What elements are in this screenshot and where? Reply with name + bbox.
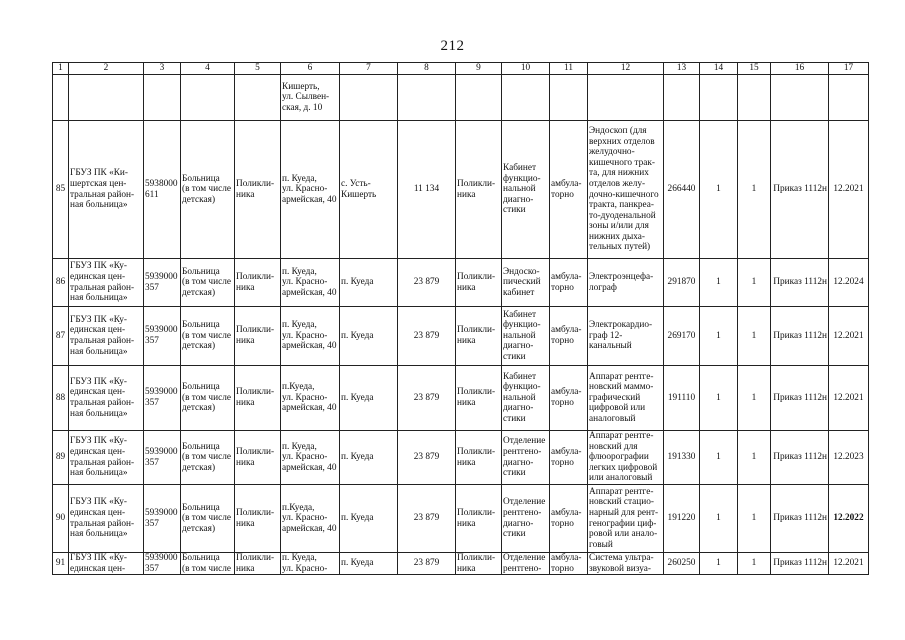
column-header: 6 <box>281 63 340 75</box>
date-cell: 12.2021 <box>829 553 869 575</box>
quantity-cell: 1 <box>700 431 738 485</box>
code-cell: 5938000 611 <box>144 121 181 259</box>
quantity-cell: 1 <box>700 485 738 553</box>
population-cell: 23 879 <box>398 553 456 575</box>
equipment-code-cell: 260250 <box>664 553 700 575</box>
order-cell: Приказ 1112н <box>771 121 829 259</box>
organization-cell: ГБУЗ ПК «Ку- единская цен- тральная район- ная больница» <box>69 259 144 307</box>
address-cell: п. Куеда, ул. Красно- армейская, 40 <box>281 259 340 307</box>
table-row <box>53 431 869 485</box>
room-cell: Кабинет функцио- нальной диагно- стики <box>502 121 550 259</box>
order-cell: Приказ 1112н <box>771 366 829 431</box>
equipment-registry-table <box>52 62 869 575</box>
address-cell: п. Куеда, ул. Красно- армейская, 40 <box>281 431 340 485</box>
settlement-cell: с. Усть- Кишерть <box>340 121 398 259</box>
subdivision-cell: Поликли- ника <box>456 485 502 553</box>
settlement-cell: п. Куеда <box>340 553 398 575</box>
subdivision-cell: Поликли- ника <box>456 366 502 431</box>
equipment-code-cell: 191220 <box>664 485 700 553</box>
column-header: 11 <box>550 63 588 75</box>
equipment-cell: Система ультра- звуковой визуа- <box>588 553 664 575</box>
facility-type-cell: Больница (в том числе детская) <box>181 485 235 553</box>
order-cell: Приказ 1112н <box>771 259 829 307</box>
column-header: 9 <box>456 63 502 75</box>
column-header: 15 <box>738 63 771 75</box>
unit-cell: Поликли- ника <box>235 431 281 485</box>
room-cell: Отделение рентгено- диагно- стики <box>502 431 550 485</box>
quantity-cell: 1 <box>738 431 771 485</box>
organization-cell: ГБУЗ ПК «Ку- единская цен- <box>69 553 144 575</box>
population-cell: 23 879 <box>398 485 456 553</box>
column-header: 8 <box>398 63 456 75</box>
address-cell: п.Куеда, ул. Красно- армейская, 40 <box>281 485 340 553</box>
care-type-cell: амбула- торно <box>550 553 588 575</box>
organization-cell: ГБУЗ ПК «Ки- шертская цен- тральная район- ная больница» <box>69 121 144 259</box>
quantity-cell: 1 <box>738 366 771 431</box>
equipment-cell: Электроэнцефа- лограф <box>588 259 664 307</box>
column-header: 13 <box>664 63 700 75</box>
row-number-cell: 91 <box>53 553 69 575</box>
page-number: 212 <box>440 38 465 54</box>
room-cell: Кабинет функцио- нальной диагно- стики <box>502 366 550 431</box>
room-cell: Отделение рентгено- <box>502 553 550 575</box>
care-type-cell: амбула- торно <box>550 485 588 553</box>
code-cell: 5939000 357 <box>144 259 181 307</box>
room-cell: Отделение рентгено- диагно- стики <box>502 485 550 553</box>
address-cell: п. Куеда, ул. Красно- армейская, 40 <box>281 121 340 259</box>
room-cell: Кабинет функцио- нальной диагно- стики <box>502 307 550 366</box>
facility-type-cell: Больница (в том числе детская) <box>181 366 235 431</box>
equipment-cell: Аппарат рентге- новский для флюорографии легких цифровой или аналоговый <box>588 431 664 485</box>
quantity-cell: 1 <box>738 553 771 575</box>
quantity-cell: 1 <box>700 259 738 307</box>
address-cell: п. Куеда, ул. Красно- армейская, 40 <box>281 307 340 366</box>
column-header: 3 <box>144 63 181 75</box>
organization-cell: ГБУЗ ПК «Ку- единская цен- тральная район- ная больница» <box>69 431 144 485</box>
equipment-cell: Электрокардио- граф 12- канальный <box>588 307 664 366</box>
equipment-code-cell: 191330 <box>664 431 700 485</box>
population-cell: 23 879 <box>398 366 456 431</box>
quantity-cell: 1 <box>738 485 771 553</box>
settlement-cell: п. Куеда <box>340 485 398 553</box>
code-cell: 5939000 357 <box>144 485 181 553</box>
quantity-cell: 1 <box>700 307 738 366</box>
population-cell: 11 134 <box>398 121 456 259</box>
row-number-cell: 85 <box>53 121 69 259</box>
settlement-cell: п. Куеда <box>340 307 398 366</box>
facility-type-cell: Больница (в том числе детская) <box>181 431 235 485</box>
subdivision-cell: Поликли- ника <box>456 553 502 575</box>
column-header: 17 <box>829 63 869 75</box>
column-header: 5 <box>235 63 281 75</box>
order-cell: Приказ 1112н <box>771 485 829 553</box>
equipment-cell: Аппарат рентге- новский маммо- графический цифровой или аналоговый <box>588 366 664 431</box>
unit-cell: Поликли- ника <box>235 553 281 575</box>
equipment-code-cell: 269170 <box>664 307 700 366</box>
population-cell: 23 879 <box>398 431 456 485</box>
care-type-cell: амбула- торно <box>550 366 588 431</box>
quantity-cell: 1 <box>738 121 771 259</box>
row-number-cell: 88 <box>53 366 69 431</box>
date-cell: 12.2024 <box>829 259 869 307</box>
organization-cell: ГБУЗ ПК «Ку- единская цен- тральная район- ная больница» <box>69 307 144 366</box>
population-cell: 23 879 <box>398 259 456 307</box>
facility-type-cell: Больница (в том числе <box>181 553 235 575</box>
subdivision-cell: Поликли- ника <box>456 121 502 259</box>
population-cell: 23 879 <box>398 307 456 366</box>
organization-cell: ГБУЗ ПК «Ку- единская цен- тральная район- ная больница» <box>69 485 144 553</box>
facility-type-cell: Больница (в том числе детская) <box>181 121 235 259</box>
row-number-cell: 89 <box>53 431 69 485</box>
unit-cell: Поликли- ника <box>235 259 281 307</box>
unit-cell: Поликли- ника <box>235 366 281 431</box>
organization-cell: ГБУЗ ПК «Ку- единская цен- тральная район- ная больница» <box>69 366 144 431</box>
code-cell: 5939000 357 <box>144 553 181 575</box>
room-cell: Эндоско- пический кабинет <box>502 259 550 307</box>
code-cell: 5939000 357 <box>144 431 181 485</box>
column-header: 16 <box>771 63 829 75</box>
unit-cell: Поликли- ника <box>235 121 281 259</box>
subdivision-cell: Поликли- ника <box>456 431 502 485</box>
unit-cell: Поликли- ника <box>235 485 281 553</box>
row-number-cell: 90 <box>53 485 69 553</box>
care-type-cell: амбула- торно <box>550 121 588 259</box>
column-header: 14 <box>700 63 738 75</box>
care-type-cell: амбула- торно <box>550 259 588 307</box>
quantity-cell: 1 <box>700 553 738 575</box>
settlement-cell: п. Куеда <box>340 259 398 307</box>
row-number-cell: 87 <box>53 307 69 366</box>
continuation-row <box>53 75 869 121</box>
column-header: 7 <box>340 63 398 75</box>
table-row <box>53 307 869 366</box>
order-cell: Приказ 1112н <box>771 431 829 485</box>
date-cell: 12.2023 <box>829 431 869 485</box>
table-row <box>53 553 869 575</box>
table-row <box>53 259 869 307</box>
settlement-cell: п. Куеда <box>340 431 398 485</box>
equipment-code-cell: 266440 <box>664 121 700 259</box>
date-cell: 12.2021 <box>829 307 869 366</box>
quantity-cell: 1 <box>738 307 771 366</box>
code-cell: 5939000 357 <box>144 307 181 366</box>
facility-type-cell: Больница (в том числе детская) <box>181 259 235 307</box>
table-row <box>53 121 869 259</box>
equipment-cell: Аппарат рентге- новский стацио- нарный для рент- генографии циф- ровой или анало- говый <box>588 485 664 553</box>
date-cell: 12.2022 <box>829 485 869 553</box>
order-cell: Приказ 1112н <box>771 553 829 575</box>
table-row <box>53 485 869 553</box>
equipment-code-cell: 291870 <box>664 259 700 307</box>
quantity-cell: 1 <box>738 259 771 307</box>
care-type-cell: амбула- торно <box>550 431 588 485</box>
column-number-header-row <box>53 63 869 75</box>
care-type-cell: амбула- торно <box>550 307 588 366</box>
subdivision-cell: Поликли- ника <box>456 259 502 307</box>
date-cell: 12.2021 <box>829 121 869 259</box>
address-cell: п. Куеда, ул. Красно- <box>281 553 340 575</box>
equipment-code-cell: 191110 <box>664 366 700 431</box>
quantity-cell: 1 <box>700 121 738 259</box>
address-cell: п.Куеда, ул. Красно- армейская, 40 <box>281 366 340 431</box>
quantity-cell: 1 <box>700 366 738 431</box>
code-cell: 5939000 357 <box>144 366 181 431</box>
order-cell: Приказ 1112н <box>771 307 829 366</box>
column-header: 1 <box>53 63 69 75</box>
subdivision-cell: Поликли- ника <box>456 307 502 366</box>
column-header: 4 <box>181 63 235 75</box>
column-header: 12 <box>588 63 664 75</box>
settlement-cell: п. Куеда <box>340 366 398 431</box>
facility-type-cell: Больница (в том числе детская) <box>181 307 235 366</box>
date-cell: 12.2021 <box>829 366 869 431</box>
row-number-cell: 86 <box>53 259 69 307</box>
column-header: 2 <box>69 63 144 75</box>
column-header: 10 <box>502 63 550 75</box>
table-row <box>53 366 869 431</box>
equipment-cell: Эндоскоп (для верхних отделов желудочно- кишечного трак- та, для нижних отделов желу- дочно-кишечного тракта, панкреа- то-дуоденальной зоны и/или для нижних дыха- тельных путей) <box>588 121 664 259</box>
unit-cell: Поликли- ника <box>235 307 281 366</box>
address-cell: Кишерть, ул. Сылвен- ская, д. 10 <box>281 75 340 121</box>
